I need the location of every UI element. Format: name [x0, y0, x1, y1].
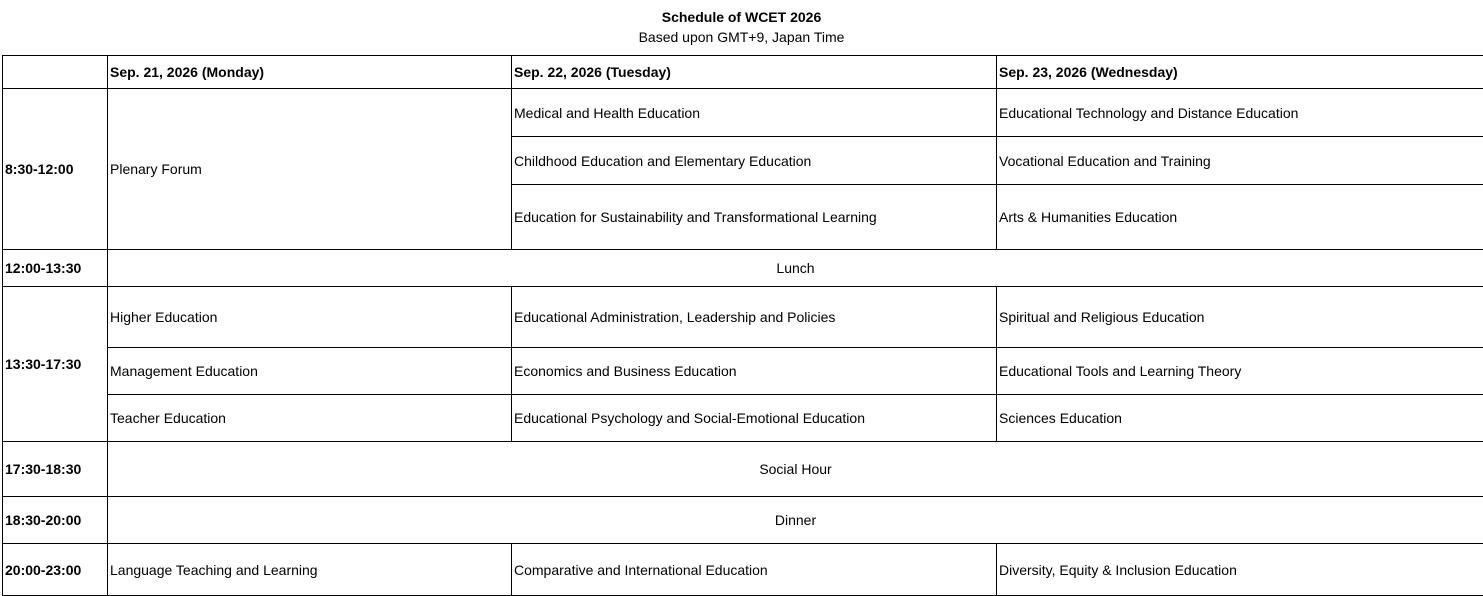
schedule-subtitle: Based upon GMT+9, Japan Time — [0, 29, 1483, 45]
session-cell: Spiritual and Religious Education — [997, 287, 1483, 348]
schedule-title-block — [0, 0, 1483, 55]
session-cell: Diversity, Equity & Inclusion Education — [997, 544, 1483, 596]
afternoon-row — [3, 287, 1483, 348]
schedule-title: Schedule of WCET 2026 — [0, 9, 1483, 25]
session-cell: Language Teaching and Learning — [108, 544, 512, 596]
session-cell: Educational Tools and Learning Theory — [997, 348, 1483, 395]
session-cell: Higher Education — [108, 287, 512, 348]
session-cell: Medical and Health Education — [512, 89, 997, 137]
social-label: Social Hour — [108, 442, 1483, 497]
time-slot-afternoon: 13:30-17:30 — [3, 287, 108, 442]
dinner-label: Dinner — [108, 497, 1483, 544]
time-slot-morning: 8:30-12:00 — [3, 89, 108, 250]
session-cell: Educational Psychology and Social-Emotional Education — [512, 395, 997, 442]
time-slot-lunch: 12:00-13:30 — [3, 250, 108, 287]
morning-row — [3, 89, 1483, 137]
session-cell: Childhood Education and Elementary Education — [512, 137, 997, 185]
session-cell: Education for Sustainability and Transformational Learning — [512, 185, 997, 250]
session-cell: Economics and Business Education — [512, 348, 997, 395]
time-slot-evening: 20:00-23:00 — [3, 544, 108, 596]
session-cell: Teacher Education — [108, 395, 512, 442]
lunch-label: Lunch — [108, 250, 1483, 287]
schedule-table — [2, 55, 1483, 596]
afternoon-row — [3, 395, 1483, 442]
session-cell: Arts & Humanities Education — [997, 185, 1483, 250]
session-cell: Management Education — [108, 348, 512, 395]
social-row — [3, 442, 1483, 497]
session-cell: Sciences Education — [997, 395, 1483, 442]
afternoon-row — [3, 348, 1483, 395]
lunch-row — [3, 250, 1483, 287]
header-time-cell — [3, 56, 108, 89]
session-cell: Educational Administration, Leadership and Policies — [512, 287, 997, 348]
header-day3: Sep. 23, 2026 (Wednesday) — [997, 56, 1483, 89]
evening-row — [3, 544, 1483, 596]
header-day2: Sep. 22, 2026 (Tuesday) — [512, 56, 997, 89]
header-day1: Sep. 21, 2026 (Monday) — [108, 56, 512, 89]
session-cell: Comparative and International Education — [512, 544, 997, 596]
dinner-row — [3, 497, 1483, 544]
header-row — [3, 56, 1483, 89]
session-cell: Plenary Forum — [108, 89, 512, 250]
time-slot-dinner: 18:30-20:00 — [3, 497, 108, 544]
time-slot-social: 17:30-18:30 — [3, 442, 108, 497]
session-cell: Vocational Education and Training — [997, 137, 1483, 185]
session-cell: Educational Technology and Distance Education — [997, 89, 1483, 137]
